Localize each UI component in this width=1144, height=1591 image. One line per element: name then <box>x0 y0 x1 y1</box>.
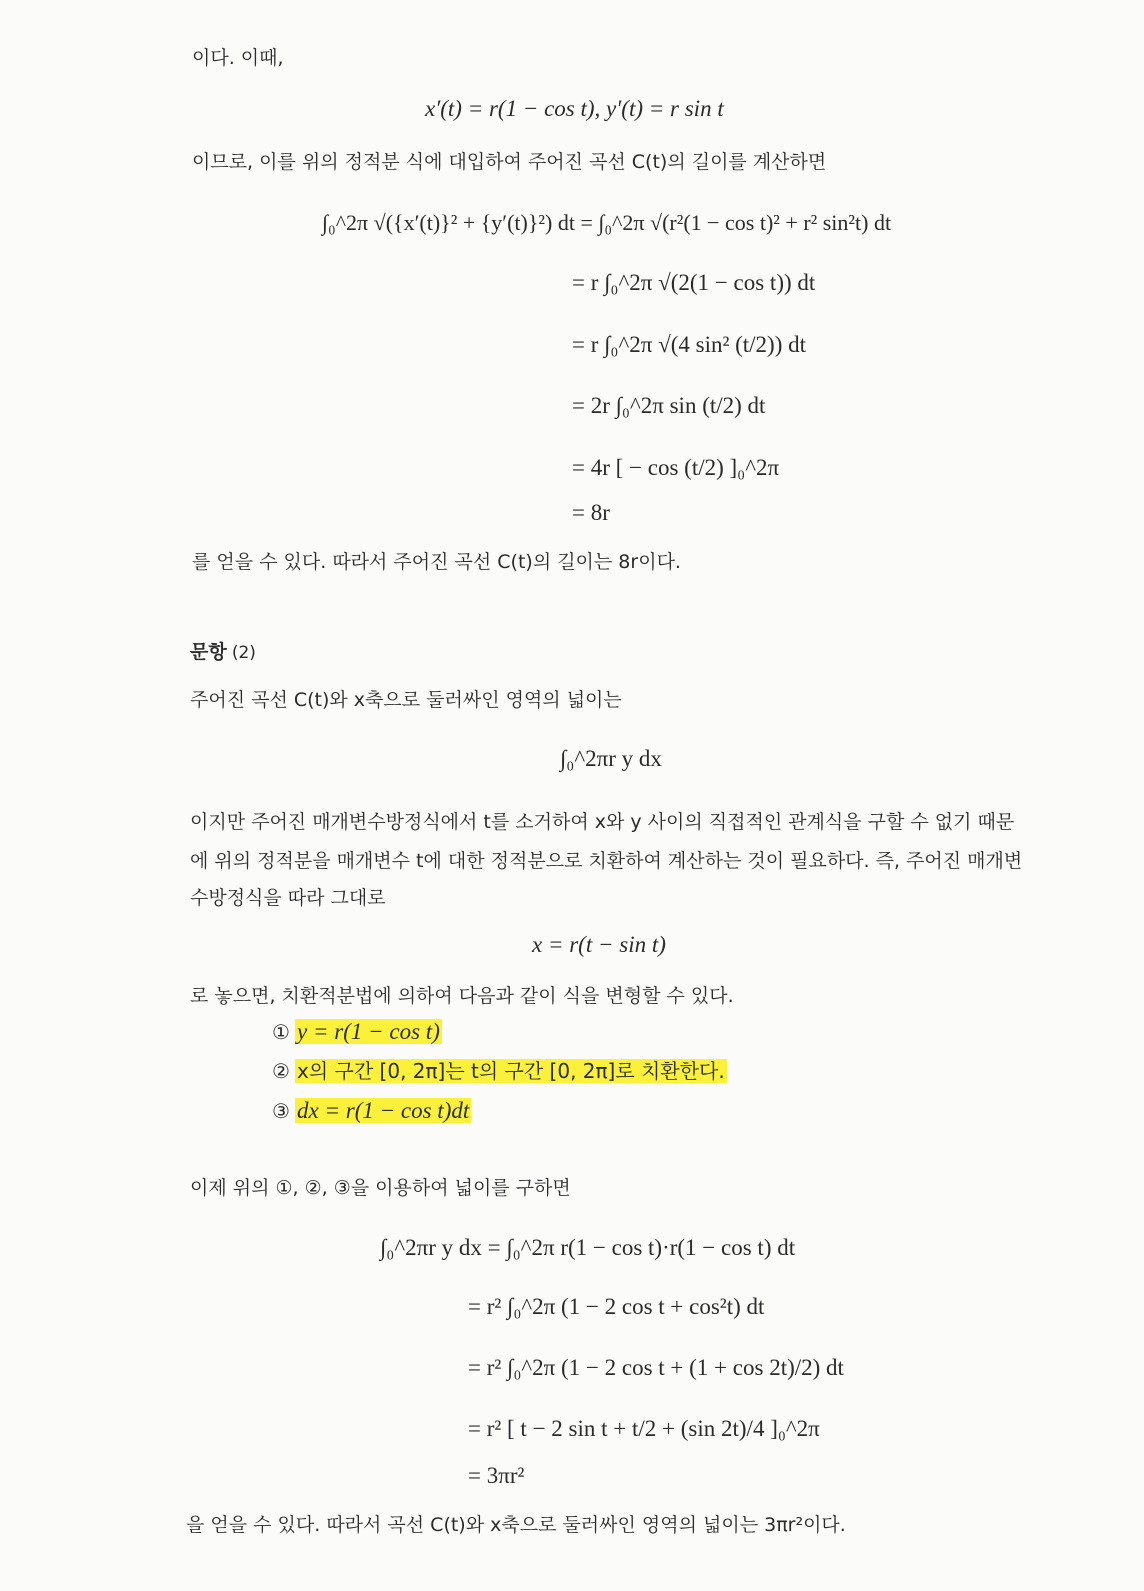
area-equation-line-3: = r² ∫₀^2π (1 − 2 cos t + (1 + cos 2t)/2) dt <box>468 1355 844 1380</box>
area-equation-line-1: ∫₀^2πr y dx = ∫₀^2π r(1 − cos t)·r(1 − cos t) dt <box>380 1235 796 1260</box>
length-conclusion: 를 얻을 수 있다. 따라서 주어진 곡선 C(t)의 길이는 8r이다. <box>192 551 681 573</box>
length-equation-line-3: = r ∫₀^2π √(4 sin² (t/2)) dt <box>572 332 807 357</box>
area-conclusion: 을 얻을 수 있다. 따라서 곡선 C(t)와 x축으로 둘러싸인 영역의 넓이는 3πr²이다. <box>186 1514 846 1536</box>
list-item <box>272 1059 727 1083</box>
item-1-text: y = r(1 − cos t) <box>297 1019 440 1044</box>
lead-text: 이므로, 이를 위의 정적분 식에 대입하여 주어진 곡선 C(t)의 길이를 계산하면 <box>192 151 827 173</box>
section-heading-label: 문항 <box>190 641 227 663</box>
length-equation-line-2: = r ∫₀^2π √(2(1 − cos t)) dt <box>572 270 816 295</box>
substitution-equation: x = r(t − sin t) <box>532 932 666 957</box>
derivatives-equation: x′(t) = r(1 − cos t), y′(t) = r sin t <box>425 96 724 121</box>
explain-line-1: 이지만 주어진 매개변수방정식에서 t를 소거하여 x와 y 사이의 직접적인 관계식을 구할 수 없기 때문 <box>190 811 1015 833</box>
area-equation-line-2: = r² ∫₀^2π (1 − 2 cos t + cos²t) dt <box>468 1294 765 1319</box>
section-heading-number: (2) <box>231 643 256 663</box>
area-equation-line-5: = 3πr² <box>468 1463 525 1488</box>
item-2-number: ② <box>272 1059 290 1083</box>
explain-line-3: 수방정식을 따라 그대로 <box>190 887 386 909</box>
list-item <box>272 1019 442 1045</box>
explain-line-2: 에 위의 정적분을 매개변수 t에 대한 정적분으로 치환하여 계산하는 것이 필요하다. 즉, 주어진 매개변 <box>190 850 1023 872</box>
use-items-text: 이제 위의 ①, ②, ③을 이용하여 넓이를 구하면 <box>190 1177 571 1199</box>
intro-text: 이다. 이때, <box>192 47 284 69</box>
item-3-number: ③ <box>272 1099 290 1123</box>
length-equation-line-6: = 8r <box>572 500 610 525</box>
area-integral: ∫₀^2πr y dx <box>560 746 662 771</box>
area-equation-line-4: = r² [ t − 2 sin t + t/2 + (sin 2t)/4 ]₀^2π <box>468 1416 820 1441</box>
item-3-text: dx = r(1 − cos t)dt <box>297 1098 470 1123</box>
area-intro: 주어진 곡선 C(t)와 x축으로 둘러싸인 영역의 넓이는 <box>190 689 622 711</box>
item-2-text: x의 구간 [0, 2π]는 t의 구간 [0, 2π]로 치환한다. <box>297 1059 725 1083</box>
item-1-number: ① <box>272 1020 290 1044</box>
section-heading <box>190 637 256 664</box>
length-equation-line-1: ∫₀^2π √({x′(t)}² + {y′(t)}²) dt = ∫₀^2π √(r²(1 − cos t)² + r² sin²t) dt <box>322 210 892 235</box>
list-item <box>272 1098 471 1124</box>
length-equation-line-5: = 4r [ − cos (t/2) ]₀^2π <box>572 455 780 480</box>
length-equation-line-4: = 2r ∫₀^2π sin (t/2) dt <box>572 393 766 418</box>
after-substitution-text: 로 놓으면, 치환적분법에 의하여 다음과 같이 식을 변형할 수 있다. <box>190 985 734 1007</box>
